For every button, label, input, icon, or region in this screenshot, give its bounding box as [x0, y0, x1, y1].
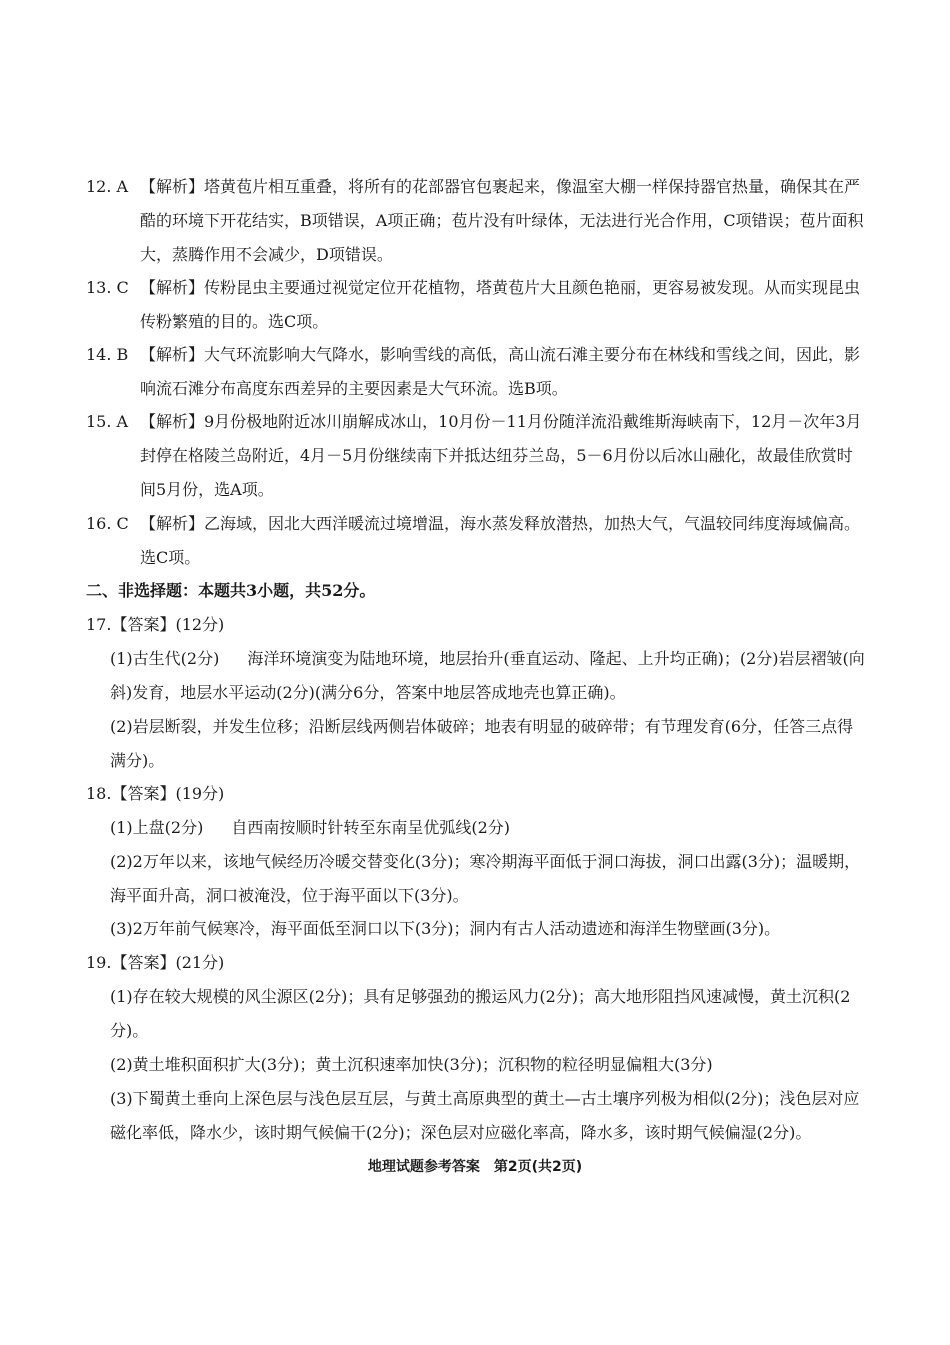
q18-part1-answer: (1)上盘(2分): [110, 818, 204, 837]
item-number: 15. A: [86, 412, 129, 431]
q17-part2: (2)岩层断裂，并发生位移；沿断层线两侧岩体破碎；地表有明显的破碎带；有节理发育(6分，任答三点得满分)。: [110, 717, 854, 770]
q18-part2: (2)2万年以来，该地气候经历冷暖交替变化(3分)；寒冷期海平面低于洞口海拔，洞口出露(3分)；温暖期，海平面升高，洞口被淹没，位于海平面以下(3分)。: [110, 852, 861, 905]
q18-heading: 18.【答案】(19分): [86, 784, 225, 803]
item-number: 12. A: [86, 177, 129, 196]
q18-part1-detail: 自西南按顺时针转至东南呈优弧线(2分): [231, 818, 511, 837]
item-explanation: 【解析】9月份极地附近冰川崩解成冰山，10月份－11月份随洋流沿戴维斯海峡南下，12月－次年3月封停在格陵兰岛附近，4月－5月份继续南下并抵达纽芬兰岛，5－6月份以后冰山融化，故最佳欣赏时间5月份，选A项。: [140, 412, 862, 499]
item-number: 13. C: [86, 278, 129, 297]
answer-item-14: [86, 338, 866, 406]
q19-part2: (2)黄土堆积面积扩大(3分)；黄土沉积速率加快(3分)；沉积物的粒径明显偏粗大(3分): [110, 1055, 713, 1074]
item-number: 16. C: [86, 514, 129, 533]
item-number: 14. B: [86, 345, 129, 364]
item-explanation: 【解析】传粉昆虫主要通过视觉定位开花植物，塔黄苞片大且颜色艳丽，更容易被发现。从而实现昆虫传粉繁殖的目的。选C项。: [140, 278, 861, 331]
q17-part1: [110, 642, 868, 710]
q18-part1: [110, 811, 868, 845]
q17-heading: 17.【答案】(12分): [86, 615, 225, 634]
item-explanation: 【解析】乙海域，因北大西洋暖流过境增温，海水蒸发释放潜热，加热大气，气温较同纬度海域偏高。选C项。: [140, 514, 861, 567]
q17-part1-answer: (1)古生代(2分): [110, 649, 220, 668]
q18-part3: (3)2万年前气候寒冷，海平面低至洞口以下(3分)；洞内有古人活动遗迹和海洋生物壁画(3分)。: [110, 919, 781, 938]
item-explanation: 【解析】大气环流影响大气降水，影响雪线的高低，高山流石滩主要分布在林线和雪线之间，因此，影响流石滩分布高度东西差异的主要因素是大气环流。选B项。: [140, 345, 861, 398]
answer-item-12: [86, 170, 866, 272]
q19-part3: (3)下蜀黄土垂向上深色层与浅色层互层，与黄土高原典型的黄土—古土壤序列极为相似(2分)；浅色层对应磁化率低，降水少，该时期气候偏干(2分)；深色层对应磁化率高，降水多，该时期气候偏湿(2分)。: [110, 1089, 860, 1142]
answer-item-16: [86, 507, 866, 575]
q19-part1: (1)存在较大规模的风尘源区(2分)；具有足够强劲的搬运风力(2分)；高大地形阻挡风速减慢，黄土沉积(2分)。: [110, 987, 851, 1040]
q19-heading: 19.【答案】(21分): [86, 953, 225, 972]
section-title: 二、非选择题：本题共3小题，共52分。: [86, 581, 376, 600]
answer-item-13: [86, 271, 866, 339]
item-explanation: 【解析】塔黄苞片相互重叠，将所有的花部器官包裹起来，像温室大棚一样保持器官热量，确保其在严酷的环境下开花结实，B项错误，A项正确；苞片没有叶绿体，无法进行光合作用，C项错误；苞片面积大，蒸腾作用不会减少，D项错误。: [140, 177, 864, 264]
answer-item-15: [86, 405, 866, 507]
q17-part1-detail: 海洋环境演变为陆地环境，地层抬升(垂直运动、隆起、上升均正确)；(2分)岩层褶皱(向斜)发育，地层水平运动(2分)(满分6分，答案中地层答成地壳也算正确)。: [110, 649, 865, 702]
page-footer: 地理试题参考答案 第2页(共2页): [367, 1159, 583, 1175]
